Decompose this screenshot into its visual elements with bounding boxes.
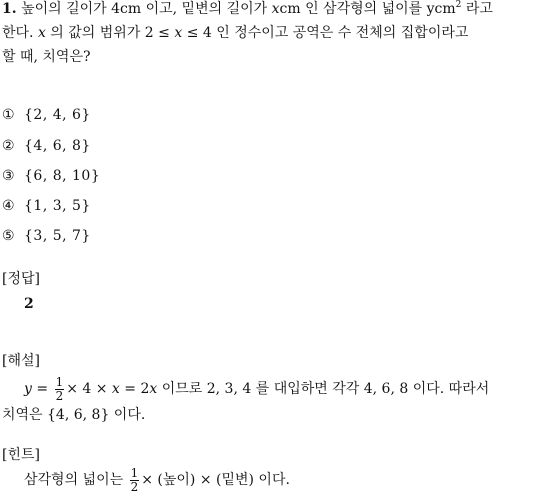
hint-line bbox=[24, 464, 290, 496]
answer-value: 2 bbox=[24, 296, 34, 312]
choice-mark: ⑤ bbox=[2, 228, 15, 244]
question-text: 한다. bbox=[2, 25, 38, 41]
fraction-numerator: 1 bbox=[55, 374, 64, 389]
choice-mark: ③ bbox=[2, 168, 15, 184]
question-text: 의 값의 범위가 2 ≤ bbox=[45, 25, 175, 41]
solution-line-2: 치역은 {4, 6, 8} 이다. bbox=[2, 407, 146, 423]
choice-3[interactable] bbox=[2, 167, 100, 185]
solution-text: = bbox=[31, 381, 53, 397]
var-x: x bbox=[149, 381, 158, 397]
solution-text: = 2 bbox=[119, 381, 150, 397]
question-line-2 bbox=[2, 24, 468, 42]
choice-text: {3, 5, 7} bbox=[24, 228, 91, 244]
solution-text: 이므로 2, 3, 4 를 대입하면 각각 4, 6, 8 이다. 따라서 bbox=[157, 381, 490, 397]
fraction-denominator: 2 bbox=[55, 388, 64, 403]
solution-text: × 4 × bbox=[66, 381, 112, 397]
var-x: x bbox=[271, 1, 280, 17]
choice-mark: ② bbox=[2, 138, 15, 154]
choice-text: {4, 6, 8} bbox=[24, 138, 91, 154]
choice-mark: ④ bbox=[2, 198, 15, 214]
fraction-denominator: 2 bbox=[130, 479, 139, 494]
question-line-3: 할 때, 치역은? bbox=[2, 49, 91, 65]
question-text: 높이의 길이가 4cm 이고, 밑변의 길이가 bbox=[21, 1, 272, 17]
choice-1[interactable] bbox=[2, 106, 91, 124]
question-number: 1. bbox=[2, 1, 17, 17]
var-x: x bbox=[111, 381, 120, 397]
question-line-1 bbox=[2, 0, 493, 18]
answer-label: [정답] bbox=[2, 271, 40, 287]
choice-2[interactable] bbox=[2, 137, 91, 155]
fraction bbox=[55, 376, 65, 403]
var-x: x bbox=[174, 25, 183, 41]
hint-text: 삼각형의 넓이는 bbox=[24, 472, 128, 488]
hint-label: [힌트] bbox=[2, 447, 40, 463]
var-y: y bbox=[24, 381, 32, 397]
solution-label: [해설] bbox=[2, 353, 40, 369]
question-text: cm 인 삼각형의 넓이를 ycm bbox=[279, 1, 456, 17]
choice-text: {6, 8, 10} bbox=[24, 168, 101, 184]
choice-text: {1, 3, 5} bbox=[24, 198, 91, 214]
hint-text: × (높이) × (밑변) 이다. bbox=[141, 472, 290, 488]
choice-mark: ① bbox=[2, 107, 15, 123]
superscript: 2 bbox=[455, 0, 462, 10]
choice-5[interactable] bbox=[2, 227, 91, 245]
fraction bbox=[130, 467, 140, 494]
fraction-numerator: 1 bbox=[130, 465, 139, 480]
question-text: ≤ 4 인 정수이고 공역은 수 전체의 집합이라고 bbox=[182, 25, 469, 41]
var-x: x bbox=[37, 25, 46, 41]
choice-4[interactable] bbox=[2, 197, 91, 215]
solution-line-1 bbox=[24, 374, 489, 404]
choice-text: {2, 4, 6} bbox=[24, 107, 91, 123]
question-text: 라고 bbox=[461, 1, 493, 17]
